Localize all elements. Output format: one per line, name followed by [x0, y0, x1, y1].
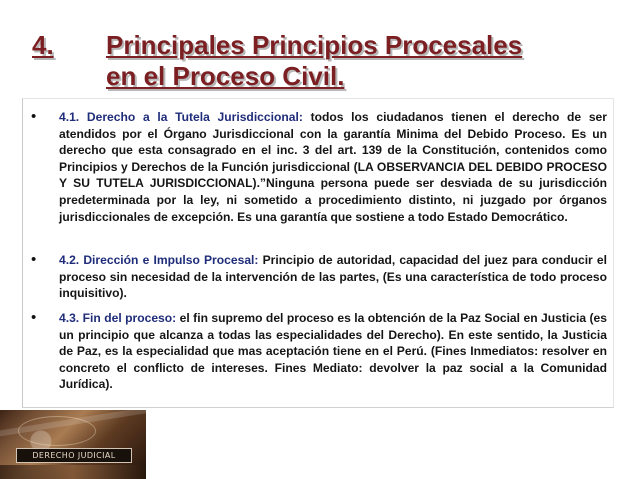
- bullet-heading-3: 4.3. Fin del proceso:: [59, 311, 177, 325]
- title-text: [106, 30, 616, 92]
- bullet-body-2: Principio de autoridad, capacidad del juez para conducir el proceso sin necesidad de la intervención de las partes, (Es una característica de todo proceso inquisitivo).: [59, 253, 607, 301]
- title-line-2: en el Proceso Civil.: [106, 61, 345, 91]
- content-panel: [22, 98, 614, 408]
- logo-label: DERECHO JUDICIAL: [16, 448, 132, 463]
- title-line-1: Principales Principios Procesales: [106, 30, 523, 60]
- title-number: 4.: [32, 30, 54, 60]
- bullet-text-1: [59, 109, 607, 225]
- bullet-body-1: todos los ciudadanos tienen el derecho de ser atendidos por el Órgano Jurisdiccional con la garantía Minima del Debido Proceso. Es un derecho que esta consagrado en el inc. 3 del art. 139 de la Constitución, contenidos como Principios y Derechos de la Función jurisdiccional (LA OBSERVANCIA DEL DEBIDO PROCESO Y SU TUTELA JURISDICCIONAL).”Ninguna persona puede ser desviada de su jurisdicción predeterminada por la ley, ni sometido a procedimiento distinto, ni juzgado por órganos jurisdiccionales de excepción. Es una garantía que sostiene a todo Estado Democrático.: [59, 110, 607, 224]
- bullet-text-3: [59, 310, 607, 393]
- bullet-icon: •: [31, 108, 37, 125]
- bullet-heading-1: 4.1. Derecho a la Tutela Jurisdiccional:: [59, 110, 303, 124]
- bullet-text-2: [59, 252, 607, 302]
- logo-bottom-band: [0, 465, 146, 479]
- bullet-icon: •: [31, 309, 37, 326]
- slide-title: [32, 30, 622, 94]
- bullet-icon: •: [31, 251, 37, 268]
- bullet-heading-2: 4.2. Dirección e Impulso Procesal:: [59, 253, 259, 267]
- logo: [0, 410, 146, 479]
- bullet-body-3: el fin supremo del proceso es la obtención de la Paz Social en Justicia (es un principio que alcanza a todas las especialidades del Derecho). En este sentido, la Justicia de Paz, es la especialidad que mas aceptación tiene en el Perú. (Fines Inmediatos: resolver en concreto el conflicto de intereses. Fines Mediato: devolver la paz social a la Comunidad Jurídica).: [59, 311, 607, 392]
- logo-emblem-icon: [18, 416, 96, 446]
